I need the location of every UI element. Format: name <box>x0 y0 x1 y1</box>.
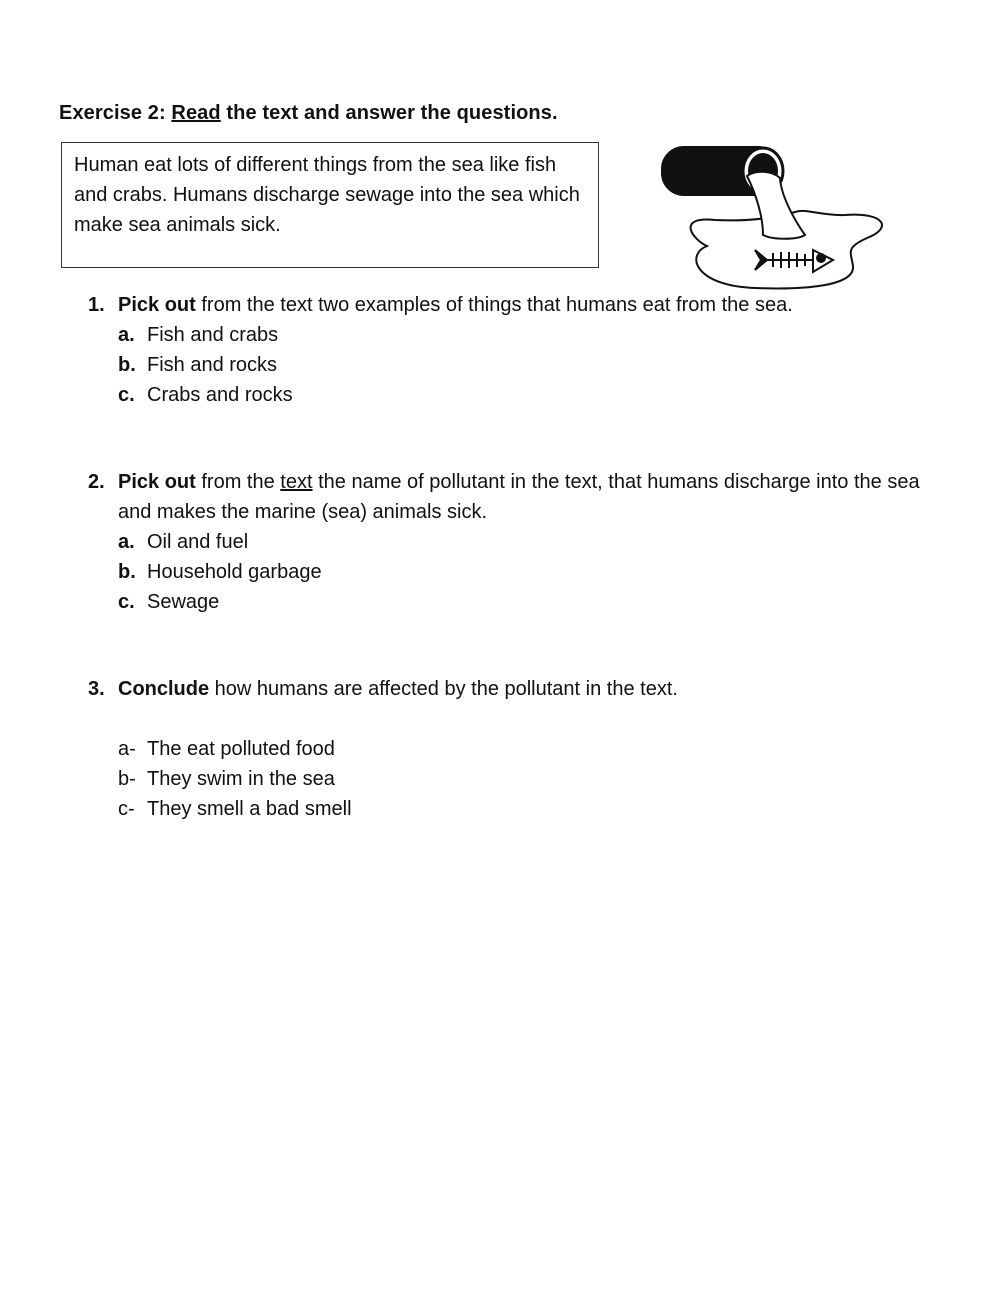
answer-option-c[interactable] <box>118 587 948 617</box>
question-keyword: Pick out <box>118 294 196 316</box>
answer-option-b[interactable] <box>118 764 948 794</box>
reading-passage-box <box>61 142 599 268</box>
option-letter: a. <box>118 531 135 553</box>
option-text: Household garbage <box>147 561 322 583</box>
question-keyword: Pick out <box>118 471 196 493</box>
answer-options <box>118 527 948 617</box>
option-text: Fish and rocks <box>147 354 278 376</box>
option-letter: c- <box>118 798 135 820</box>
option-text: They smell a bad smell <box>147 798 352 820</box>
question-underlined-word: text <box>280 471 313 493</box>
answer-options <box>118 734 948 824</box>
question-stem <box>118 674 948 704</box>
option-letter: a. <box>118 324 135 346</box>
option-letter: c. <box>118 591 135 613</box>
question-number: 3. <box>88 678 105 700</box>
reading-passage: Human eat lots of different things from the sea like fish and crabs. Humans discharge sewage into the sea which make sea animals sick. <box>74 154 580 236</box>
question-number: 1. <box>88 294 105 316</box>
question-text: from the text two examples of things that humans eat from the sea. <box>195 294 793 316</box>
question-stem <box>118 290 948 320</box>
question-stem <box>118 467 948 527</box>
answer-option-a[interactable] <box>118 320 948 350</box>
option-text: Fish and crabs <box>147 324 279 346</box>
option-text: The eat polluted food <box>147 738 335 760</box>
option-letter: b- <box>118 768 136 790</box>
title-prefix: Exercise 2: <box>59 102 172 124</box>
title-underlined: Read <box>171 102 221 124</box>
question-2 <box>88 467 948 617</box>
question-3 <box>88 674 948 824</box>
question-text-part2: the name of pollutant in the text, that humans discharge into the sea and makes the marine (sea) animals sick. <box>118 471 920 523</box>
option-letter: a- <box>118 738 136 760</box>
answer-option-c[interactable] <box>118 380 948 410</box>
title-suffix: the text and answer the questions. <box>220 102 558 124</box>
option-letter: b. <box>118 354 136 376</box>
sewage-pipe-dead-fish-icon <box>655 140 895 295</box>
question-1 <box>88 290 948 410</box>
answer-option-b[interactable] <box>118 350 948 380</box>
option-text: Oil and fuel <box>147 531 249 553</box>
option-text: Sewage <box>147 591 220 613</box>
question-text-part1: from the <box>195 471 281 493</box>
answer-option-b[interactable] <box>118 557 948 587</box>
exercise-title <box>59 102 558 125</box>
answer-option-a[interactable] <box>118 527 948 557</box>
option-text: Crabs and rocks <box>147 384 293 406</box>
question-keyword: Conclude <box>118 678 210 700</box>
answer-option-a[interactable] <box>118 734 948 764</box>
option-letter: b. <box>118 561 136 583</box>
question-number: 2. <box>88 471 105 493</box>
option-text: They swim in the sea <box>147 768 335 790</box>
answer-option-c[interactable] <box>118 794 948 824</box>
option-letter: c. <box>118 384 135 406</box>
question-text: how humans are affected by the pollutant in the text. <box>209 678 678 700</box>
answer-options <box>118 320 948 410</box>
